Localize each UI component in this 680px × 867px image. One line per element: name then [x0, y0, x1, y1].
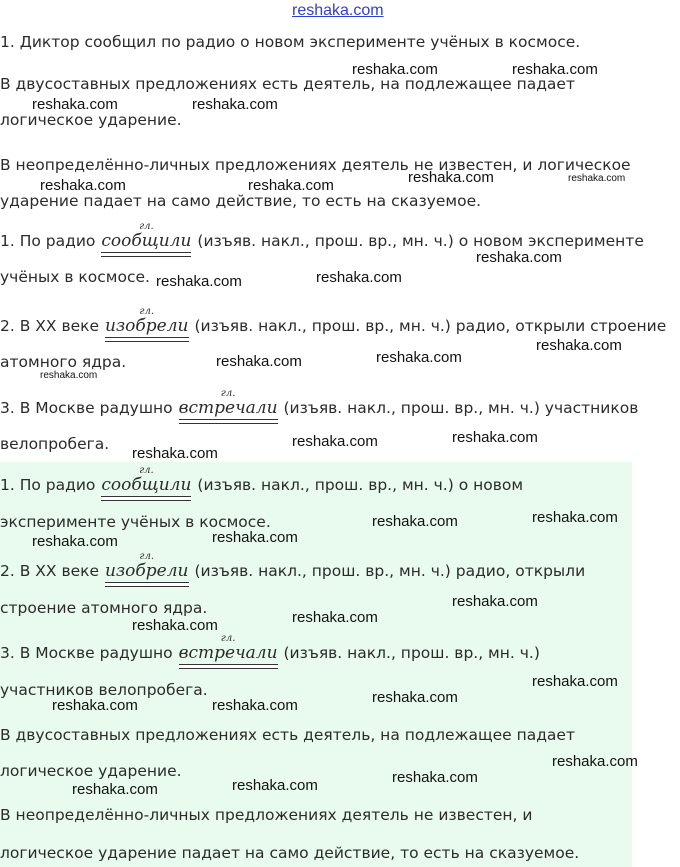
- example-3-verb: [178, 388, 278, 420]
- theory-two-part-line-2: логическое ударение.: [0, 111, 182, 129]
- theory-indefinite-line-1: В неопределённо-личных предложениях деятель не известен, и логическое: [0, 156, 631, 174]
- verb-tag: гл.: [139, 306, 155, 317]
- answer-indefinite-line-1: В неопределённо-личных предложениях деятель не известен, и: [0, 806, 533, 824]
- answer-example-1-line-1: [0, 465, 524, 497]
- theory-two-part-line-1: В двусоставных предложениях есть деятель, на подлежащее падает: [0, 75, 575, 93]
- answer-example-1-verb-text: сообщили: [101, 475, 192, 495]
- answer-example-2-line-2: строение атомного ядра.: [0, 599, 208, 617]
- verb-tag: гл.: [139, 221, 154, 232]
- answer-example-2-line-1: [0, 551, 586, 583]
- watermark: reshaka.com: [532, 509, 618, 526]
- verb-tag: гл.: [220, 633, 236, 644]
- answer-two-part-line-2: логическое ударение.: [0, 762, 182, 780]
- watermark: reshaka.com: [352, 61, 438, 78]
- watermark: reshaka.com: [72, 781, 158, 798]
- verb-tag: гл.: [139, 465, 154, 476]
- example-2-line-2: атомного ядра.: [0, 353, 127, 371]
- watermark: reshaka.com: [32, 96, 118, 113]
- watermark: reshaka.com: [536, 337, 622, 354]
- example-2-verb-text: изобрели: [104, 316, 189, 336]
- answer-example-2-verb: [104, 551, 189, 583]
- answer-example-3-verb-text: встречали: [178, 643, 278, 663]
- watermark: reshaka.com: [292, 609, 378, 626]
- watermark: reshaka.com: [132, 445, 218, 462]
- answer-example-1-pre: 1. По радио: [0, 476, 96, 494]
- answer-example-3-line-1: [0, 633, 540, 665]
- watermark: reshaka.com: [292, 433, 378, 450]
- answer-example-3-post: (изъяв. накл., прош. вр., мн. ч.): [283, 644, 540, 662]
- example-2-verb: [104, 306, 189, 338]
- watermark: reshaka.com: [372, 513, 458, 530]
- site-logo-link[interactable]: reshaka.com: [292, 2, 384, 19]
- answer-indefinite-line-2: логическое ударение падает на само действие, то есть на сказуемое.: [0, 844, 580, 862]
- theory-indefinite-line-2: ударение падает на само действие, то есть на сказуемое.: [0, 192, 482, 210]
- answer-example-1-post: (изъяв. накл., прош. вр., мн. ч.) о новом: [197, 476, 524, 494]
- answer-example-3-verb: [178, 633, 278, 665]
- example-2-post: (изъяв. накл., прош. вр., мн. ч.) радио, открыли строение: [194, 317, 667, 335]
- watermark: reshaka.com: [376, 349, 462, 366]
- answer-example-1-verb: [101, 465, 192, 497]
- watermark: reshaka.com: [212, 529, 298, 546]
- watermark: reshaka.com: [316, 269, 402, 286]
- watermark: reshaka.com: [156, 273, 242, 290]
- example-1-verb: [101, 221, 192, 253]
- watermark: reshaka.com: [552, 753, 638, 770]
- watermark: reshaka.com: [248, 177, 334, 194]
- watermark: reshaka.com: [32, 533, 118, 550]
- watermark: reshaka.com: [568, 173, 626, 184]
- watermark: reshaka.com: [132, 617, 218, 634]
- watermark: reshaka.com: [40, 177, 126, 194]
- example-1-verb-text: сообщили: [101, 231, 192, 251]
- watermark: reshaka.com: [392, 769, 478, 786]
- watermark: reshaka.com: [52, 697, 138, 714]
- answer-example-3-pre: 3. В Москве радушно: [0, 644, 173, 662]
- verb-tag: гл.: [220, 388, 236, 399]
- example-3-line-2: велопробега.: [0, 435, 110, 453]
- watermark: reshaka.com: [452, 593, 538, 610]
- verb-tag: гл.: [139, 551, 155, 562]
- watermark: reshaka.com: [372, 689, 458, 706]
- example-1-pre: 1. По радио: [0, 232, 96, 250]
- answer-example-1-line-2: эксперименте учёных в космосе.: [0, 513, 271, 531]
- answer-example-2-post: (изъяв. накл., прош. вр., мн. ч.) радио, открыли: [194, 562, 586, 580]
- watermark: reshaka.com: [216, 353, 302, 370]
- watermark: reshaka.com: [532, 673, 618, 690]
- example-1-post: (изъяв. накл., прош. вр., мн. ч.) о новом эксперименте: [197, 232, 644, 250]
- watermark: reshaka.com: [232, 777, 318, 794]
- task-sentence: 1. Диктор сообщил по радио о новом эксперименте учёных в космосе.: [0, 33, 581, 51]
- watermark: reshaka.com: [192, 96, 278, 113]
- answer-example-2-pre: 2. В XX веке: [0, 562, 100, 580]
- example-3-pre: 3. В Москве радушно: [0, 399, 173, 417]
- example-2-pre: 2. В XX веке: [0, 317, 100, 335]
- watermark: reshaka.com: [476, 249, 562, 266]
- watermark: reshaka.com: [40, 370, 98, 381]
- watermark: reshaka.com: [408, 169, 494, 186]
- answer-example-3-line-2: участников велопробега.: [0, 681, 208, 699]
- watermark: reshaka.com: [452, 429, 538, 446]
- watermark: reshaka.com: [212, 697, 298, 714]
- example-3-post: (изъяв. накл., прош. вр., мн. ч.) участников: [283, 399, 639, 417]
- watermark: reshaka.com: [512, 61, 598, 78]
- answer-example-2-verb-text: изобрели: [104, 561, 189, 581]
- example-2-line-1: [0, 306, 667, 338]
- example-3-line-1: [0, 388, 639, 420]
- example-1-line-2: учёных в космосе.: [0, 268, 150, 286]
- example-3-verb-text: встречали: [178, 398, 278, 418]
- answer-two-part-line-1: В двусоставных предложениях есть деятель, на подлежащее падает: [0, 726, 575, 744]
